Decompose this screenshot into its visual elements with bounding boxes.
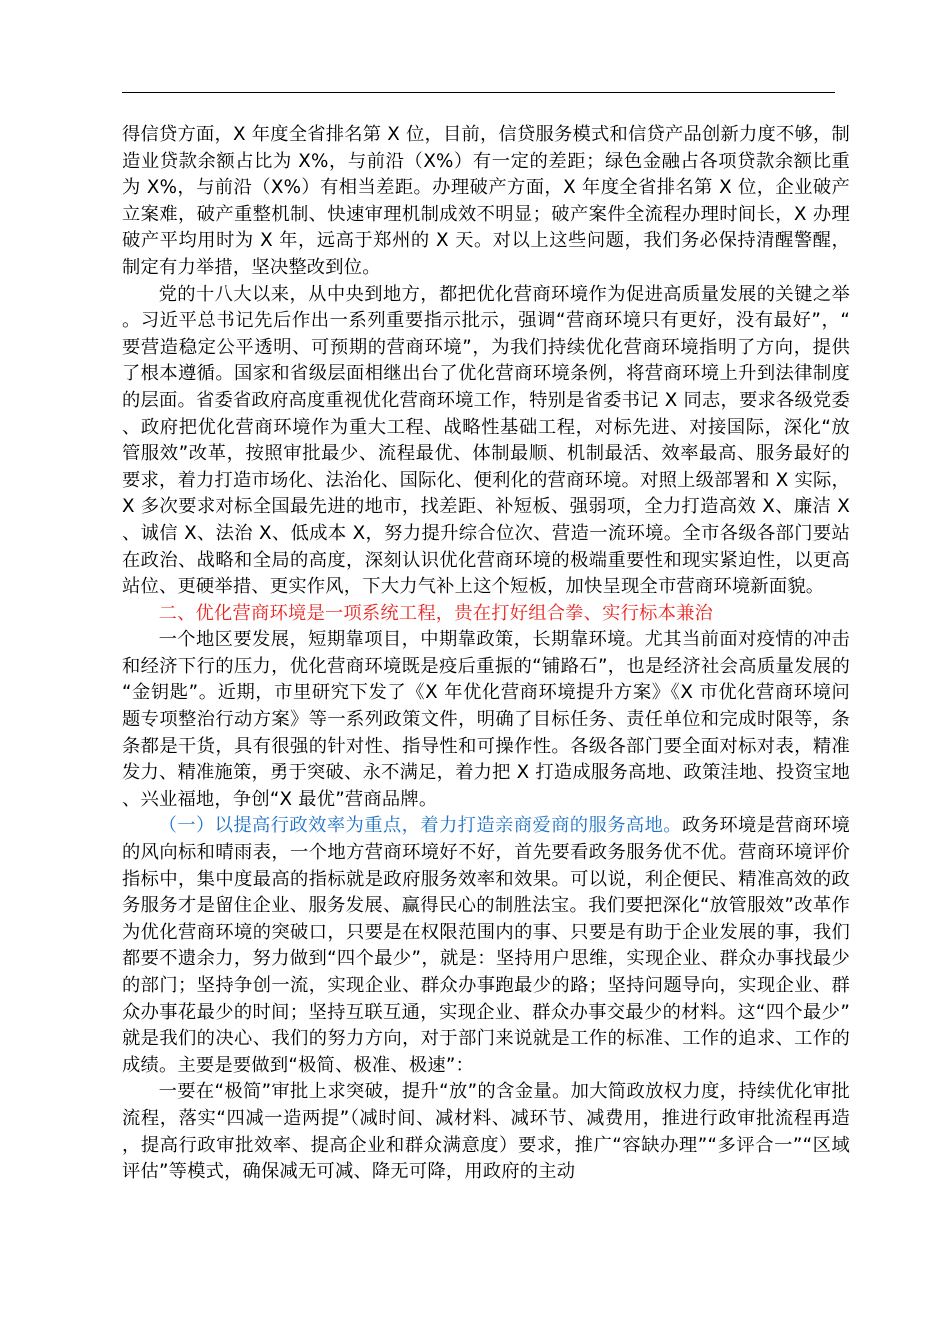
- paragraph-administrative-efficiency: [122, 813, 850, 1079]
- paragraph-since-18th-congress: 党的十八大以来，从中央到地方，都把优化营商环境作为促进高质量发展的关键之举。习近平总书记先后作出一系列重要指示批示，强调“营商环境只有更好，没有最好”，“要营造稳定公平透明、可预期的营商环境”，为我们持续优化营商环境指明了方向，提供了根本遵循。国家和省级层面相继出台了优化营商环境条例，将营商环境上升到法律制度的层面。省委省政府高度重视优化营商环境工作，特别是省委书记 X 同志，要求各级党委、政府把优化营商环境作为重大工程、战略性基础工程，对标先进、对接国际，深化“放管服效”改革，按照审批最少、流程最优、体制最顺、机制最活、效率最高、服务最好的要求，着力打造市场化、法治化、国际化、便利化的营商环境。对照上级部署和 X 实际，X 多次要求对标全国最先进的地市，找差距、补短板、强弱项，全力打造高效 X、廉洁 X、诚信 X、法治 X、低成本 X，努力提升综合位次、营造一流环境。全市各级各部门要站在政治、战略和全局的高度，深刻认识优化营商环境的极端重要性和现实紧迫性，以更高站位、更硬举措、更实作风，下大力气补上这个短板，加快呈现全市营商环境新面貌。: [122, 283, 850, 598]
- paragraph-credit-bankruptcy: 得信贷方面，X 年度全省排名第 X 位，目前，信贷服务模式和信贷产品创新力度不够，制造业贷款余额占比为 X%，与前沿（X%）有一定的差距；绿色金融占各项贷款余额比重为 X%，与前沿（X%）有相当差距。办理破产方面，X 年度全省排名第 X 位，企业破产立案难，破产重整机制、快速审理机制成效不明显；破产案件全流程办理时间长，X 办理破产平均用时为 X 年，远高于郑州的 X 天。对以上这些问题，我们务必保持清醒警醒，制定有力举措，坚决整改到位。: [122, 124, 850, 278]
- paragraph-regional-development: 一个地区要发展，短期靠项目，中期靠政策，长期靠环境。尤其当前面对疫情的冲击和经济下行的压力，优化营商环境既是疫后重振的“铺路石”，也是经济社会高质量发展的“金钥匙”。近期，市里研究下发了《X 年优化营商环境提升方案》《X 市优化营商环境问题专项整治行动方案》等一系列政策文件，明确了目标任务、责任单位和完成时限等，条条都是干货，具有很强的针对性、指导性和可操作性。各级各部门要全面对标对表，精准发力、精准施策，勇于突破、永不满足，着力把 X 打造成服务高地、政策洼地、投资宝地、兴业福地，争创“X 最优”营商品牌。: [122, 629, 850, 810]
- paragraph-minimal-approval: 一要在“极简”审批上求突破，提升“放”的含金量。加大简政放权力度，持续优化审批流程，落实“四减一造两提”（减时间、减材料、减环节、减费用，推进行政审批流程再造，提高行政审批效率、提高企业和群众满意度）要求，推广“容缺办理”“多评合一”“区域评估”等模式，确保减无可减、降无可降，用政府的主动: [122, 1081, 850, 1183]
- paragraph-administrative-efficiency-text: 政务环境是营商环境的风向标和晴雨表，一个地方营商环境好不好，首先要看政务服务优不优。营商环境评价指标中，集中度最高的指标就是政府服务效率和效果。可以说，利企便民、精准高效的政务服务才是留住企业、服务发展、赢得民心的制胜法宝。我们要把深化“放管服效”改革作为优化营商环境的突破口，只要是在权限范围内的事、只要是有助于企业发展的事，我们都要不遗余力，努力做到“四个最少”，就是：坚持用户思维，实现企业、群众办事找最少的部门；坚持争创一流，实现企业、群众办事跑最少的路；坚持问题导向，实现企业、群众办事花最少的时间；坚持互联互通，实现企业、群众办事交最少的材料。这“四个最少”就是我们的决心、我们的努力方向，对于部门来说就是工作的标准、工作的追求、工作的成绩。主要是要做到“极简、极准、极速”：: [122, 815, 850, 1076]
- document-body: [122, 122, 850, 1186]
- header-rule: [122, 92, 835, 93]
- subheading-one: （一）以提高行政效率为重点，着力打造亲商爱商的服务高地。: [158, 815, 682, 837]
- section-heading-two: 二、优化营商环境是一项系统工程，贵在打好组合拳、实行标本兼治: [158, 602, 714, 624]
